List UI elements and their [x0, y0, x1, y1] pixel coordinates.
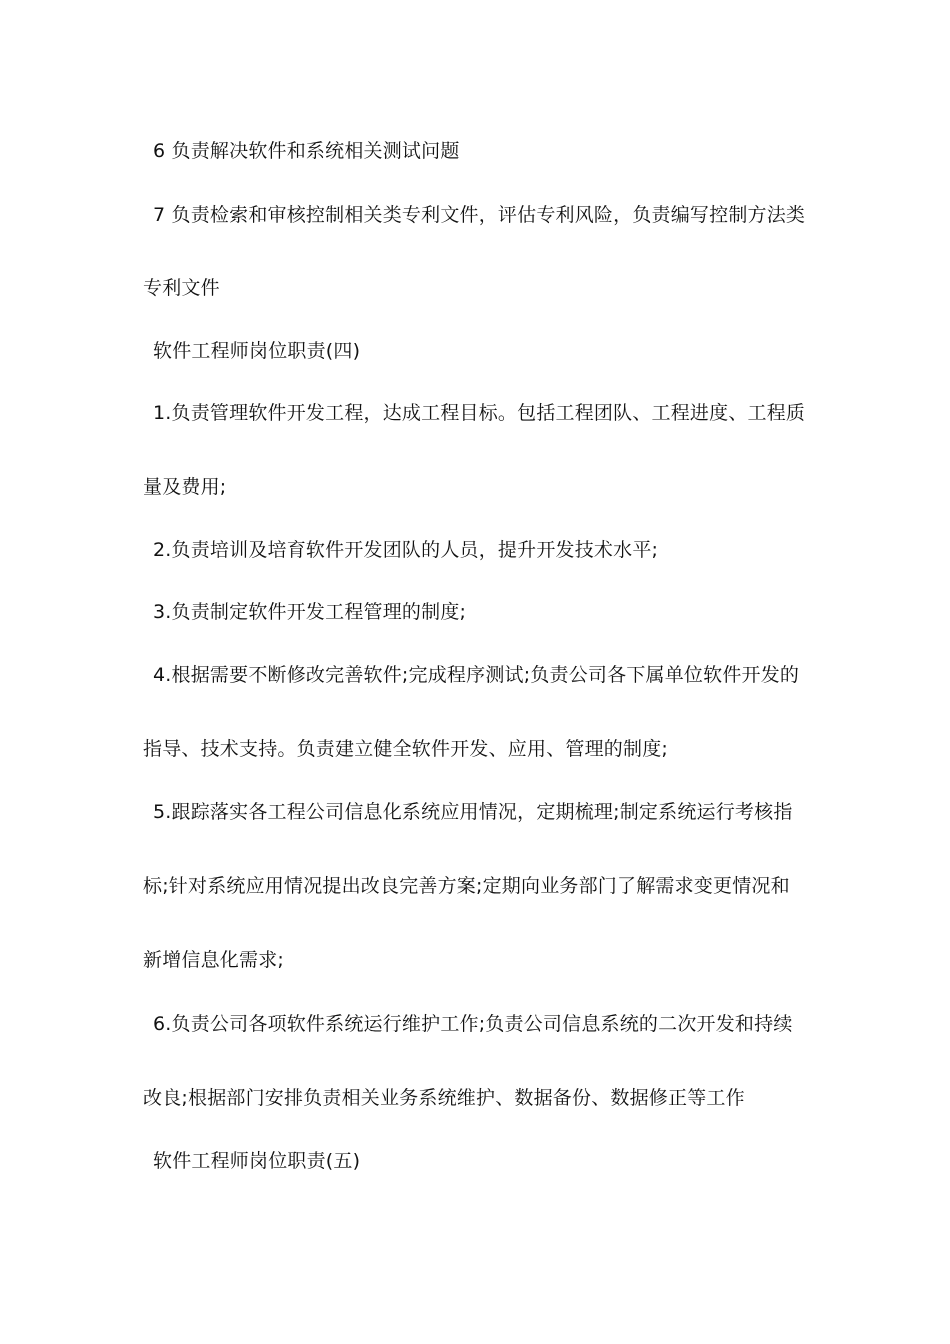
paragraph-line: 专利文件 — [143, 277, 220, 299]
paragraph-line: 新增信息化需求; — [143, 949, 285, 971]
paragraph-line: 7 负责检索和审核控制相关类专利文件，评估专利风险，负责编写控制方法类 — [153, 204, 806, 226]
paragraph-line: 4.根据需要不断修改完善软件;完成程序测试;负责公司各下属单位软件开发的 — [153, 664, 800, 686]
paragraph-line: 改良;根据部门安排负责相关业务系统维护、数据备份、数据修正等工作 — [143, 1087, 745, 1109]
paragraph-line: 量及费用; — [143, 476, 227, 498]
paragraph-line: 5.跟踪落实各工程公司信息化系统应用情况，定期梳理;制定系统运行考核指 — [153, 801, 793, 823]
paragraph-line: 标;针对系统应用情况提出改良完善方案;定期向业务部门了解需求变更情况和 — [143, 875, 790, 897]
paragraph-line: 2.负责培训及培育软件开发团队的人员，提升开发技术水平; — [153, 539, 659, 561]
paragraph-line: 6.负责公司各项软件系统运行维护工作;负责公司信息系统的二次开发和持续 — [153, 1013, 793, 1035]
section-heading: 软件工程师岗位职责(五) — [153, 1150, 361, 1172]
paragraph-line: 3.负责制定软件开发工程管理的制度; — [153, 601, 467, 623]
paragraph-line: 6 负责解决软件和系统相关测试问题 — [153, 140, 460, 162]
section-heading: 软件工程师岗位职责(四) — [153, 340, 361, 362]
paragraph-line: 1.负责管理软件开发工程，达成工程目标。包括工程团队、工程进度、工程质 — [153, 402, 806, 424]
paragraph-line: 指导、技术支持。负责建立健全软件开发、应用、管理的制度; — [143, 738, 669, 760]
